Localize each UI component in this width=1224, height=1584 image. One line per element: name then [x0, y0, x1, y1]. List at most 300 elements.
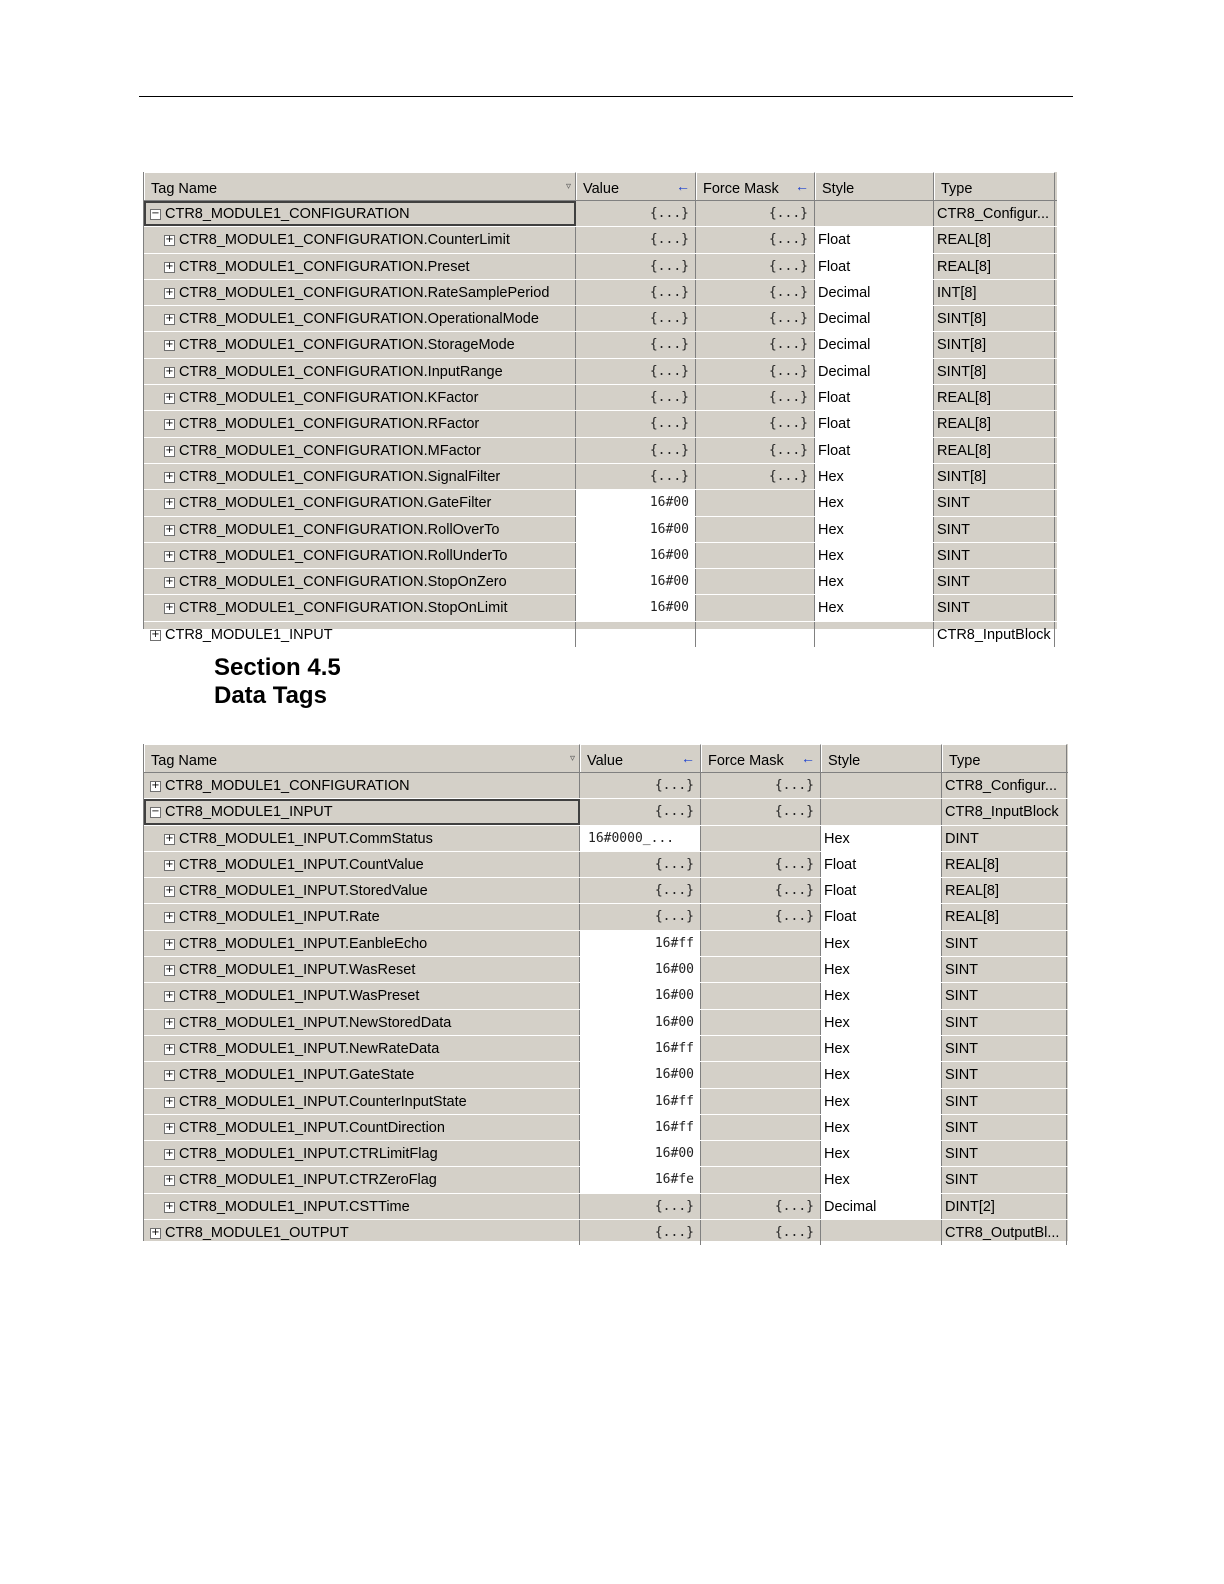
value-cell[interactable]: 16#ff	[580, 1115, 701, 1140]
table-row[interactable]	[144, 1036, 1068, 1062]
tag-name-text: CTR8_MODULE1_INPUT.GateState	[179, 1067, 415, 1084]
style-cell[interactable]: Hex	[821, 1062, 942, 1087]
style-cell[interactable]: Decimal	[815, 280, 934, 305]
tag-name-text: CTR8_MODULE1_INPUT	[165, 804, 333, 821]
style-cell[interactable]	[815, 622, 934, 647]
value-cell[interactable]: {...}	[576, 254, 696, 279]
expand-icon[interactable]: +	[165, 260, 174, 272]
tag-name-cell[interactable]	[144, 569, 576, 594]
force-mask-cell[interactable]	[701, 1036, 821, 1061]
style-cell[interactable]: Hex	[821, 1115, 942, 1140]
force-mask-cell[interactable]: {...}	[696, 438, 815, 463]
tag-name-column-header[interactable]	[144, 744, 580, 772]
type-cell: SINT	[942, 1115, 1067, 1140]
table-row[interactable]	[144, 799, 1068, 825]
tag-name-cell[interactable]	[144, 254, 576, 279]
pin-arrow-icon[interactable]: ←	[676, 178, 690, 194]
expand-icon[interactable]: +	[165, 911, 174, 923]
tag-name-text: CTR8_MODULE1_INPUT.CTRLimitFlag	[179, 1146, 438, 1163]
force-mask-column-header[interactable]	[696, 172, 815, 200]
table-row[interactable]	[144, 464, 1057, 490]
table-row[interactable]	[144, 904, 1068, 930]
force-mask-cell[interactable]: {...}	[701, 799, 821, 824]
value-cell[interactable]: 16#00	[576, 490, 696, 515]
tag-name-text: CTR8_MODULE1_INPUT.CTRZeroFlag	[179, 1172, 437, 1189]
type-cell: SINT[8]	[934, 464, 1055, 489]
value-cell[interactable]: {...}	[580, 904, 701, 929]
expand-icon[interactable]: +	[165, 1121, 174, 1133]
tag-name-cell[interactable]	[144, 1062, 580, 1087]
tag-name-text: CTR8_MODULE1_OUTPUT	[165, 1225, 349, 1242]
tag-grid-configuration	[143, 172, 1057, 643]
grid-header	[144, 172, 1057, 201]
type-cell: CTR8_InputBlock	[934, 622, 1055, 647]
expand-icon[interactable]: +	[165, 1042, 174, 1054]
pin-arrow-icon[interactable]: ←	[681, 750, 695, 766]
style-cell[interactable]: Hex	[821, 957, 942, 982]
value-column-header[interactable]	[576, 172, 696, 200]
tag-name-cell[interactable]	[144, 1036, 580, 1061]
table-row[interactable]	[144, 957, 1068, 983]
style-cell[interactable]: Hex	[815, 569, 934, 594]
expand-icon[interactable]: +	[165, 576, 174, 588]
type-cell: CTR8_Configur...	[934, 201, 1055, 226]
style-cell[interactable]: Hex	[821, 1141, 942, 1166]
type-cell: SINT	[942, 1036, 1067, 1061]
type-cell: SINT	[942, 1089, 1067, 1114]
value-cell[interactable]: 16#ff	[580, 931, 701, 956]
style-cell[interactable]: Hex	[815, 464, 934, 489]
type-cell: CTR8_InputBlock	[942, 799, 1067, 824]
tag-name-cell[interactable]	[144, 983, 580, 1008]
style-cell[interactable]: Float	[821, 904, 942, 929]
force-mask-cell[interactable]: {...}	[696, 280, 815, 305]
expand-icon[interactable]: +	[165, 1069, 174, 1081]
value-cell[interactable]: {...}	[576, 438, 696, 463]
table-row[interactable]	[144, 1167, 1068, 1193]
style-cell[interactable]: Hex	[821, 931, 942, 956]
tag-name-text: CTR8_MODULE1_CONFIGURATION.SignalFilter	[179, 468, 501, 485]
value-cell[interactable]: 16#00	[576, 595, 696, 620]
tag-name-header-label: Tag Name	[151, 181, 218, 197]
grid-body	[144, 773, 1068, 1246]
table-row[interactable]	[144, 569, 1057, 595]
expand-icon[interactable]: +	[165, 365, 174, 377]
tag-name-text: CTR8_MODULE1_CONFIGURATION.StorageMode	[179, 337, 515, 354]
expand-icon[interactable]: +	[165, 1174, 174, 1186]
value-cell[interactable]: {...}	[576, 385, 696, 410]
force-mask-cell[interactable]	[701, 1089, 821, 1114]
table-row[interactable]	[144, 1220, 1068, 1246]
tag-name-cell[interactable]	[144, 359, 576, 384]
value-cell[interactable]: {...}	[580, 878, 701, 903]
value-cell[interactable]: 16#00	[580, 1010, 701, 1035]
tag-name-text: CTR8_MODULE1_CONFIGURATION.GateFilter	[179, 495, 492, 512]
expand-icon[interactable]: +	[165, 418, 174, 430]
tag-name-text: CTR8_MODULE1_INPUT.StoredValue	[179, 883, 428, 900]
table-row[interactable]	[144, 931, 1068, 957]
tag-name-cell[interactable]	[144, 773, 580, 798]
tag-name-text: CTR8_MODULE1_INPUT.Rate	[179, 909, 380, 926]
force-mask-cell[interactable]: {...}	[701, 904, 821, 929]
value-cell[interactable]: {...}	[576, 464, 696, 489]
force-mask-header-label: Force Mask	[708, 753, 784, 769]
tag-name-cell[interactable]	[144, 1089, 580, 1114]
force-mask-cell[interactable]: {...}	[701, 852, 821, 877]
table-row[interactable]	[144, 1141, 1068, 1167]
expand-icon[interactable]: +	[165, 549, 174, 561]
expand-icon[interactable]: +	[165, 964, 174, 976]
style-cell[interactable]: Hex	[821, 1010, 942, 1035]
force-mask-cell[interactable]: {...}	[696, 201, 815, 226]
force-mask-cell[interactable]: {...}	[701, 878, 821, 903]
style-cell[interactable]: Decimal	[815, 332, 934, 357]
value-cell[interactable]: {...}	[576, 411, 696, 436]
tag-name-cell[interactable]	[144, 464, 576, 489]
tag-name-cell[interactable]	[144, 1141, 580, 1166]
value-cell[interactable]: {...}	[580, 799, 701, 824]
style-header-label: Style	[822, 181, 855, 197]
expand-icon[interactable]: +	[165, 339, 174, 351]
collapse-icon[interactable]: −	[151, 806, 160, 818]
value-cell[interactable]: 16#ff	[580, 1036, 701, 1061]
type-header-label: Type	[949, 753, 981, 769]
table-row[interactable]	[144, 490, 1057, 516]
expand-icon[interactable]: +	[165, 885, 174, 897]
tag-name-cell[interactable]	[144, 931, 580, 956]
table-row[interactable]	[144, 332, 1057, 358]
force-mask-cell[interactable]: {...}	[696, 332, 815, 357]
style-cell[interactable]: Float	[815, 385, 934, 410]
section-title: Data Tags	[214, 682, 327, 709]
expand-icon[interactable]: +	[165, 234, 174, 246]
tag-name-cell[interactable]	[144, 517, 576, 542]
force-mask-cell[interactable]	[701, 957, 821, 982]
style-cell[interactable]: Float	[815, 254, 934, 279]
tag-name-cell[interactable]	[144, 878, 580, 903]
tag-name-text: CTR8_MODULE1_INPUT.CountDirection	[179, 1119, 445, 1136]
style-cell[interactable]: Hex	[821, 1089, 942, 1114]
expand-icon[interactable]: +	[165, 990, 174, 1002]
tag-name-text: CTR8_MODULE1_CONFIGURATION.RollUnderTo	[179, 547, 508, 564]
force-mask-cell[interactable]: {...}	[696, 254, 815, 279]
type-cell: SINT	[934, 569, 1055, 594]
force-mask-cell[interactable]	[701, 1115, 821, 1140]
table-row[interactable]	[144, 438, 1057, 464]
tag-name-text: CTR8_MODULE1_INPUT.CSTTime	[179, 1198, 410, 1215]
style-cell[interactable]: Hex	[821, 983, 942, 1008]
style-cell[interactable]: Hex	[821, 826, 942, 851]
value-cell[interactable]: 16#00	[580, 1141, 701, 1166]
force-mask-cell[interactable]: {...}	[701, 1220, 821, 1245]
value-cell[interactable]: {...}	[580, 1220, 701, 1245]
expand-icon[interactable]: +	[151, 1227, 160, 1239]
tag-name-text: CTR8_MODULE1_INPUT.CommStatus	[179, 830, 433, 847]
tag-name-cell[interactable]	[144, 826, 580, 851]
type-column-header[interactable]	[942, 744, 1067, 772]
style-cell[interactable]: Hex	[821, 1036, 942, 1061]
tag-name-text: CTR8_MODULE1_CONFIGURATION.InputRange	[179, 363, 503, 380]
force-mask-cell[interactable]: {...}	[701, 773, 821, 798]
style-cell[interactable]: Float	[821, 878, 942, 903]
force-mask-cell[interactable]	[701, 1062, 821, 1087]
tag-name-cell[interactable]	[144, 1010, 580, 1035]
table-row[interactable]	[144, 227, 1057, 253]
force-mask-cell[interactable]: {...}	[696, 464, 815, 489]
tag-name-cell[interactable]	[144, 1194, 580, 1219]
style-cell[interactable]: Float	[815, 438, 934, 463]
tag-name-cell[interactable]	[144, 852, 580, 877]
style-cell[interactable]: Hex	[815, 543, 934, 568]
table-row[interactable]	[144, 595, 1057, 621]
tag-name-column-header[interactable]	[144, 172, 576, 200]
type-cell: CTR8_Configur...	[942, 773, 1067, 798]
expand-icon[interactable]: +	[165, 497, 174, 509]
type-cell: SINT	[942, 983, 1067, 1008]
expand-icon[interactable]: +	[165, 602, 174, 614]
force-mask-cell[interactable]	[701, 826, 821, 851]
force-mask-cell[interactable]: {...}	[696, 385, 815, 410]
expand-icon[interactable]: +	[165, 1200, 174, 1212]
type-cell: SINT	[934, 490, 1055, 515]
type-cell: SINT	[942, 1010, 1067, 1035]
type-cell: SINT	[934, 517, 1055, 542]
pin-arrow-icon[interactable]: ←	[801, 750, 815, 766]
tag-name-text: CTR8_MODULE1_CONFIGURATION.StopOnZero	[179, 574, 507, 591]
style-cell[interactable]: Hex	[815, 595, 934, 620]
table-row[interactable]	[144, 773, 1068, 799]
table-row[interactable]	[144, 1194, 1068, 1220]
value-cell[interactable]: 16#0000_...	[580, 826, 701, 851]
value-cell[interactable]: {...}	[576, 280, 696, 305]
value-cell[interactable]: 16#00	[580, 1062, 701, 1087]
tag-name-cell[interactable]	[144, 1115, 580, 1140]
force-mask-cell[interactable]: {...}	[696, 411, 815, 436]
header-rule	[139, 96, 1073, 97]
tag-name-cell[interactable]	[144, 411, 576, 436]
tag-name-text: CTR8_MODULE1_CONFIGURATION	[165, 778, 410, 794]
table-row[interactable]	[144, 622, 1057, 648]
value-header-label: Value	[583, 181, 620, 197]
table-row[interactable]	[144, 543, 1057, 569]
style-cell[interactable]: Decimal	[821, 1194, 942, 1219]
force-mask-cell[interactable]	[696, 595, 815, 620]
expand-icon[interactable]: +	[165, 523, 174, 535]
style-column-header[interactable]	[821, 744, 942, 772]
tag-name-cell[interactable]	[144, 438, 576, 463]
style-cell[interactable]: Hex	[821, 1167, 942, 1192]
value-header-label: Value	[587, 753, 624, 769]
value-cell[interactable]: 16#00	[576, 569, 696, 594]
value-cell[interactable]: 16#00	[576, 517, 696, 542]
tag-name-text: CTR8_MODULE1_CONFIGURATION.StopOnLimit	[179, 600, 508, 617]
table-row[interactable]	[144, 359, 1057, 385]
table-row[interactable]	[144, 1089, 1068, 1115]
table-row[interactable]	[144, 1010, 1068, 1036]
tag-name-text: CTR8_MODULE1_CONFIGURATION.RFactor	[179, 416, 480, 433]
tag-name-text: CTR8_MODULE1_INPUT.EanbleEcho	[179, 935, 428, 952]
force-mask-cell[interactable]	[701, 1010, 821, 1035]
expand-icon[interactable]: +	[165, 392, 174, 404]
style-column-header[interactable]	[815, 172, 934, 200]
tag-name-cell[interactable]	[144, 306, 576, 331]
value-cell[interactable]: 16#00	[580, 957, 701, 982]
tag-name-text: CTR8_MODULE1_CONFIGURATION	[165, 206, 410, 222]
value-cell[interactable]: {...}	[576, 306, 696, 331]
table-row[interactable]	[144, 1062, 1068, 1088]
type-cell: SINT	[942, 957, 1067, 982]
value-cell[interactable]: {...}	[580, 773, 701, 798]
expand-icon[interactable]: +	[165, 444, 174, 456]
tag-name-text: CTR8_MODULE1_CONFIGURATION.RollOverTo	[179, 521, 500, 538]
value-cell[interactable]: {...}	[576, 332, 696, 357]
type-cell: DINT	[942, 826, 1067, 851]
expand-icon[interactable]: +	[165, 937, 174, 949]
force-mask-cell[interactable]	[696, 517, 815, 542]
force-mask-cell[interactable]	[701, 983, 821, 1008]
force-mask-cell[interactable]: {...}	[701, 1194, 821, 1219]
type-column-header[interactable]	[934, 172, 1055, 200]
force-mask-cell[interactable]	[696, 622, 815, 647]
value-cell[interactable]: {...}	[576, 359, 696, 384]
force-mask-cell[interactable]: {...}	[696, 227, 815, 252]
table-row[interactable]	[144, 201, 1057, 227]
expand-icon[interactable]: +	[165, 1148, 174, 1160]
force-mask-header-label: Force Mask	[703, 181, 779, 197]
force-mask-column-header[interactable]	[701, 744, 821, 772]
table-row[interactable]	[144, 1115, 1068, 1141]
force-mask-cell[interactable]	[701, 1141, 821, 1166]
value-cell[interactable]: 16#ff	[580, 1089, 701, 1114]
force-mask-cell[interactable]	[696, 543, 815, 568]
style-cell[interactable]: Hex	[815, 517, 934, 542]
filter-icon[interactable]: ▿	[569, 753, 575, 764]
type-cell: REAL[8]	[934, 411, 1055, 436]
tag-name-cell[interactable]	[144, 1167, 580, 1192]
tag-name-cell[interactable]	[144, 799, 580, 824]
table-row[interactable]	[144, 306, 1057, 332]
expand-icon[interactable]: +	[151, 780, 160, 791]
tag-name-text: CTR8_MODULE1_CONFIGURATION.CounterLimit	[179, 232, 510, 249]
table-row[interactable]	[144, 878, 1068, 904]
value-column-header[interactable]	[580, 744, 701, 772]
type-cell: CTR8_OutputBl...	[942, 1220, 1067, 1245]
style-cell[interactable]	[821, 773, 942, 798]
style-cell[interactable]	[815, 201, 934, 226]
tag-name-cell[interactable]	[144, 332, 576, 357]
force-mask-cell[interactable]	[701, 1167, 821, 1192]
tag-name-cell[interactable]	[144, 595, 576, 620]
style-cell[interactable]: Hex	[815, 490, 934, 515]
type-cell: SINT	[934, 543, 1055, 568]
tag-name-cell[interactable]	[144, 280, 576, 305]
expand-icon[interactable]: +	[151, 628, 160, 640]
section-number: Section 4.5	[214, 654, 341, 681]
table-row[interactable]	[144, 280, 1057, 306]
tag-name-text: CTR8_MODULE1_INPUT.WasPreset	[179, 988, 420, 1005]
expand-icon[interactable]: +	[165, 1095, 174, 1107]
style-cell[interactable]	[821, 1220, 942, 1245]
value-cell[interactable]: 16#fe	[580, 1167, 701, 1192]
table-row[interactable]	[144, 385, 1057, 411]
expand-icon[interactable]: +	[165, 832, 174, 844]
value-cell[interactable]: 16#00	[576, 543, 696, 568]
pin-arrow-icon[interactable]: ←	[795, 178, 809, 194]
tag-name-cell[interactable]	[144, 957, 580, 982]
style-cell[interactable]: Float	[821, 852, 942, 877]
type-cell: DINT[2]	[942, 1194, 1067, 1219]
force-mask-cell[interactable]: {...}	[696, 306, 815, 331]
expand-icon[interactable]: +	[165, 313, 174, 325]
style-cell[interactable]: Float	[815, 227, 934, 252]
type-cell: SINT	[942, 1167, 1067, 1192]
value-cell[interactable]: {...}	[576, 201, 696, 226]
value-cell[interactable]	[576, 622, 696, 647]
style-cell[interactable]: Decimal	[815, 306, 934, 331]
collapse-icon[interactable]: −	[151, 208, 160, 219]
tag-grid-input	[143, 744, 1068, 1241]
type-cell: SINT	[942, 1141, 1067, 1166]
force-mask-cell[interactable]	[696, 569, 815, 594]
type-cell: SINT	[942, 931, 1067, 956]
type-cell: SINT	[934, 595, 1055, 620]
type-cell: SINT[8]	[934, 306, 1055, 331]
style-header-label: Style	[828, 753, 861, 769]
tag-name-cell[interactable]	[144, 543, 576, 568]
style-cell[interactable]: Float	[815, 411, 934, 436]
type-cell: SINT	[942, 1062, 1067, 1087]
tag-name-text: CTR8_MODULE1_INPUT	[165, 626, 333, 643]
tag-name-text: CTR8_MODULE1_CONFIGURATION.RateSamplePeriod	[179, 284, 550, 301]
tag-name-cell[interactable]	[144, 227, 576, 252]
expand-icon[interactable]: +	[165, 858, 174, 870]
tag-name-cell[interactable]	[144, 201, 576, 226]
type-cell: SINT[8]	[934, 359, 1055, 384]
tag-name-cell[interactable]	[144, 904, 580, 929]
tag-name-text: CTR8_MODULE1_INPUT.CounterInputState	[179, 1093, 467, 1110]
tag-name-cell[interactable]	[144, 1220, 580, 1245]
table-row[interactable]	[144, 852, 1068, 878]
table-row[interactable]	[144, 517, 1057, 543]
expand-icon[interactable]: +	[165, 470, 174, 482]
type-cell: REAL[8]	[942, 878, 1067, 903]
value-cell[interactable]: 16#00	[580, 983, 701, 1008]
tag-name-cell[interactable]	[144, 490, 576, 515]
table-row[interactable]	[144, 411, 1057, 437]
type-header-label: Type	[941, 181, 973, 197]
table-row[interactable]	[144, 826, 1068, 852]
type-cell: REAL[8]	[934, 254, 1055, 279]
value-cell[interactable]: {...}	[580, 852, 701, 877]
tag-name-cell[interactable]	[144, 622, 576, 647]
style-cell[interactable]	[821, 799, 942, 824]
expand-icon[interactable]: +	[165, 1016, 174, 1028]
table-row[interactable]	[144, 983, 1068, 1009]
tag-name-text: CTR8_MODULE1_CONFIGURATION.Preset	[179, 258, 470, 275]
expand-icon[interactable]: +	[165, 286, 174, 298]
force-mask-cell[interactable]	[696, 490, 815, 515]
tag-name-cell[interactable]	[144, 385, 576, 410]
value-cell[interactable]: {...}	[580, 1194, 701, 1219]
style-cell[interactable]: Decimal	[815, 359, 934, 384]
tag-name-text: CTR8_MODULE1_INPUT.NewStoredData	[179, 1014, 452, 1031]
value-cell[interactable]: {...}	[576, 227, 696, 252]
filter-icon[interactable]: ▿	[565, 181, 571, 192]
force-mask-cell[interactable]	[701, 931, 821, 956]
force-mask-cell[interactable]: {...}	[696, 359, 815, 384]
table-row[interactable]	[144, 254, 1057, 280]
tag-name-text: CTR8_MODULE1_CONFIGURATION.OperationalMode	[179, 311, 539, 328]
